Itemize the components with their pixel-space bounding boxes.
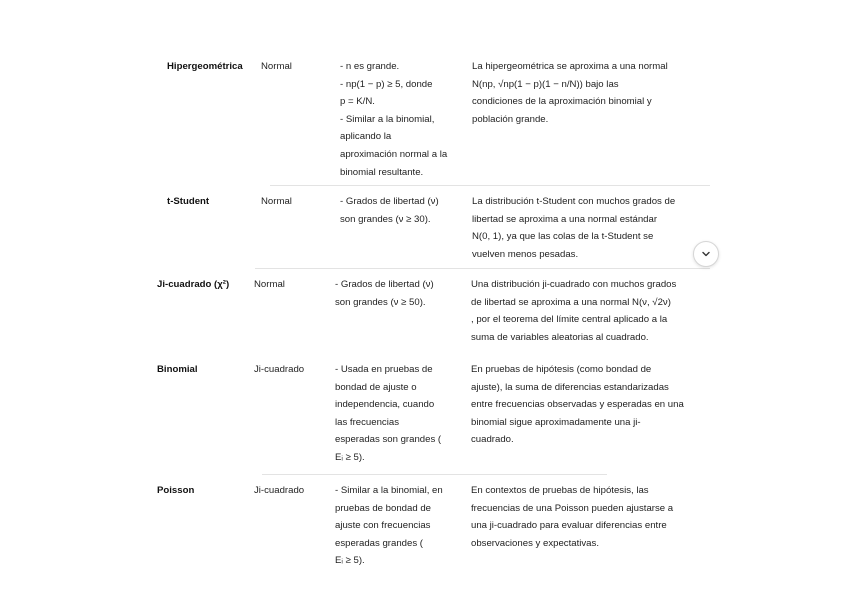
row-t-student-conditions: - Grados de libertad (ν) son grandes (ν ≥ 30). — [340, 196, 439, 225]
row-binomial-conditions: - Usada en pruebas de bondad de ajuste o independencia, cuando las frecuencias esperadas son grandes ( Eᵢ ≥ 5). — [335, 364, 442, 463]
row-binomial-explanation: En pruebas de hipótesis (como bondad de ajuste), la suma de diferencias estandarizadas entre frecuencias observadas y esperadas en una binomial sigue aproximadamente una ji- cuadrado. — [471, 364, 684, 446]
chevron-down-icon — [701, 249, 711, 259]
row-binomial-approx: Ji-cuadrado — [254, 364, 305, 375]
row-hipergeometrica-approx: Normal — [261, 61, 292, 72]
row-poisson-conditions: - Similar a la binomial, en pruebas de bondad de ajuste con frecuencias esperadas grandes ( Eᵢ ≥ 5). — [335, 485, 443, 567]
row-ji-cuadrado-distribution: Ji-cuadrado (χ²) — [157, 279, 230, 290]
row-divider — [262, 474, 607, 475]
row-divider — [255, 268, 710, 269]
row-t-student-approx: Normal — [261, 196, 292, 207]
row-t-student-distribution: t-Student — [167, 196, 210, 207]
row-hipergeometrica-conditions: - n es grande. - np(1 − p) ≥ 5, donde p = K/N. - Similar a la binomial, aplicando la aproximación normal a la binomial resultante. — [340, 61, 448, 178]
row-t-student-explanation: La distribución t-Student con muchos grados de libertad se aproxima a una normal estándar N(0, 1), ya que las colas de la t-Student se vuelven menos pesadas. — [472, 196, 676, 260]
row-binomial-distribution: Binomial — [157, 364, 198, 375]
row-hipergeometrica-explanation: La hipergeométrica se aproxima a una normal N(np, √np(1 − p)(1 − n/N)) bajo las condiciones de la aproximación binomial y población grande. — [472, 61, 668, 125]
row-poisson-distribution: Poisson — [157, 485, 195, 496]
row-ji-cuadrado-conditions: - Grados de libertad (ν) son grandes (ν ≥ 50). — [335, 279, 434, 308]
row-hipergeometrica-distribution: Hipergeométrica — [167, 61, 243, 72]
scroll-down-button[interactable] — [693, 241, 719, 267]
row-poisson-approx: Ji-cuadrado — [254, 485, 305, 496]
row-divider — [270, 185, 710, 186]
row-ji-cuadrado-explanation: Una distribución ji-cuadrado con muchos grados de libertad se aproxima a una normal N(ν, √2ν) , por el teorema del límite central aplicado a la suma de variables aleatorias al cuadrado. — [471, 279, 677, 343]
row-ji-cuadrado-approx: Normal — [254, 279, 285, 290]
row-poisson-explanation: En contextos de pruebas de hipótesis, las frecuencias de una Poisson pueden ajustarse a una ji-cuadrado para evaluar diferencias entre observaciones y expectativas. — [471, 485, 674, 549]
